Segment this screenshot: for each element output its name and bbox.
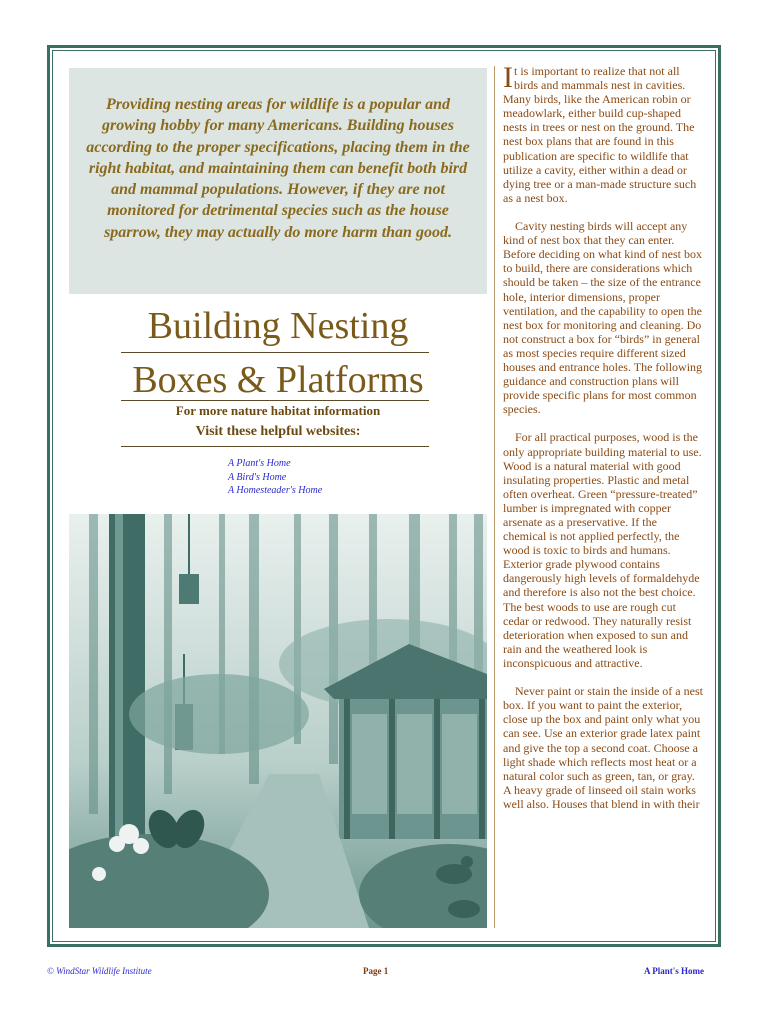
title-line-2: Boxes & Platforms xyxy=(132,359,424,401)
forest-garden-illustration xyxy=(69,514,487,928)
footer-organization-name: WindStar Wildlife Institute xyxy=(56,966,152,976)
paragraph-3: For all practical purposes, wood is the only appropriate building material to use. Wood is a natural material with good insulating properties. Plastic and metal often overheat. Green “pressure-treated” lumber is impregnated with copper arsenate as a preservative. If the chemical is not applied perfectly, the wood is toxic to birds and humans. Exterior grade plywood contains dangerously high levels of formaldehyde and therefore is also not the best choice. The best woods to use are rough cut cedar or redwood. They naturally resist deterioration when exposed to sun and rain and the weathered look is inconspicuous and attractive. xyxy=(503,430,702,670)
paragraph-1 xyxy=(503,61,703,205)
intro-callout xyxy=(69,68,487,294)
paragraph-2: Cavity nesting birds will accept any kind of nest box that they can enter. Before deciding on what kind of nest box to build, there are considerations which should be taken – the size of the entrance hole, interior dimensions, proper ventilation, and the capability to open the nest box for monitoring and cleaning. Do not construct a box for “birds” in general as most species require different sized houses and entrance holes. The following guidance and construction plans will provide specific plans for most common species. xyxy=(503,219,703,417)
info-line-1: For more nature habitat information xyxy=(175,403,381,418)
link-homesteaders-home[interactable]: A Homesteader's Home xyxy=(228,485,323,496)
drop-cap: I xyxy=(503,61,513,94)
footer-link-plants-home[interactable]: A Plant's Home xyxy=(644,966,704,976)
info-line-2: Visit these helpful websites: xyxy=(195,424,361,439)
website-links xyxy=(228,457,322,498)
title-line-1: Building Nesting xyxy=(147,305,409,347)
column-divider xyxy=(494,66,495,928)
page-number: Page 1 xyxy=(363,966,389,976)
footer-organization xyxy=(47,965,152,977)
copyright-icon: © xyxy=(47,966,54,976)
info-divider-bottom xyxy=(121,446,429,447)
title-divider xyxy=(121,352,429,353)
link-plants-home[interactable]: A Plant's Home xyxy=(228,458,291,469)
link-birds-home[interactable]: A Bird's Home xyxy=(228,471,287,483)
intro-text: Providing nesting areas for wildlife is a popular and growing hobby for many Americans. Building houses according to the proper specifications, placing them in the right habitat, and maintaining them can benefit both bird and mammal populations. However, if they are not monitored for detrimental species such as the house sparrow, they may actually do more harm than good. xyxy=(86,96,470,241)
article-body xyxy=(503,61,703,825)
paragraph-1-text: t is important to realize that not all birds and mammals nest in cavities. Many birds, like the American robin or meadowlark, either build cup-shaped nests in trees or nest on the ground. The nest box plans that are found in this publication are specific to wildlife that utilize a cavity, either within a dead or dying tree or a man-made structure such as a nest box. xyxy=(503,64,697,205)
paragraph-4: Never paint or stain the inside of a nest box. If you want to paint the exterior, close up the box and paint only what you can see. Use an exterior grade latex paint and give the top a second coat. Choose a light shade which reflects most heat or a natural color such as green, tan, or gray. A heavy grade of linseed oil stain works well also. Houses that blend in with their xyxy=(503,684,703,811)
info-divider-top xyxy=(121,400,429,401)
